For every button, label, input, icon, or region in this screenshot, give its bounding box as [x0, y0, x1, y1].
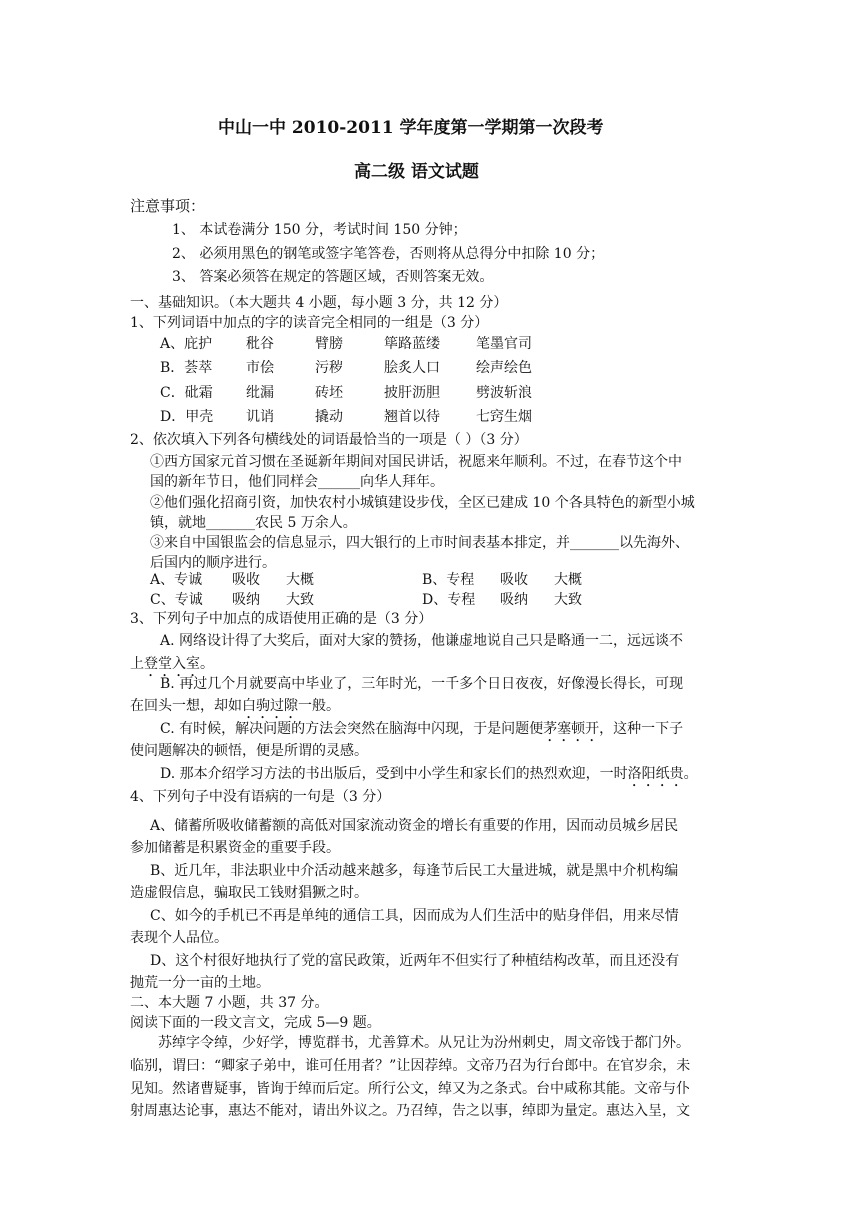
option-word: 大致 [554, 592, 582, 608]
q2-sentence: ①西方国家元首习惯在圣诞新年期间对国民讲话，祝愿来年顺利。不过，在春节这个中 [150, 454, 682, 470]
text-fragment: D. 那本介绍学习方法的书出版后，受到中小学生和家长们的热烈欢迎，一时 [160, 766, 628, 782]
q4-option-a: A、储蓄所吸收储蓄额的高低对国家流动资金的增长有重要的作用，因而动员城乡居民 [150, 818, 679, 834]
passage-line: 见知。然诸曹疑事，皆询于绰而后定。所行公文，绰又为之条式。台中咸称其能。文帝与仆 [130, 1081, 690, 1097]
q3-option-a: A. 网络设计得了大奖后，面对大家的赞扬，他谦虚地说自己只是略通一二，远远谈不 [160, 633, 684, 649]
option-word: D、专程 [422, 592, 476, 608]
option-word: 纰漏 [246, 385, 274, 401]
option-word: 筚路蓝缕 [384, 336, 440, 352]
q4-option-b-cont: 造虚假信息，骗取民工钱财猖獗之时。 [130, 885, 368, 901]
notice-heading: 注意事项： [130, 197, 206, 215]
section-heading: 一、基础知识。（本大题共 4 小题，每小题 3 分，共 12 分） [130, 295, 508, 311]
option-word: C．砒霜 [160, 385, 213, 401]
option-word: 讥诮 [246, 409, 274, 425]
option-word: 翘首以待 [384, 409, 440, 425]
text-fragment: 上 [130, 656, 144, 672]
section-heading: 二、本大题 7 小题，共 37 分。 [130, 995, 329, 1011]
option-word: 吸纳 [500, 592, 528, 608]
option-word: 披肝沥胆 [384, 385, 440, 401]
option-word: 七窍生烟 [476, 409, 532, 425]
text-fragment: 在回头一想，却如 [130, 698, 242, 714]
text-fragment: 。 [200, 656, 214, 672]
option-word: 大概 [554, 572, 582, 588]
q4-option-b: B、近几年，非法职业中介活动越来越多，每逢节后民工大量进城，就是黑中介机构编 [150, 863, 679, 879]
q2-sentence: ③来自中国银监会的信息显示，四大银行的上市时间表基本排定，并_______以先海外、 [150, 535, 689, 551]
option-word: B、专程 [422, 572, 475, 588]
q2-sentence: 国的新年节日，他们同样会______向华人拜年。 [150, 474, 444, 490]
question-2-stem: 2、依次填入下列各句横线处的词语最恰当的一项是（ ）（3 分） [130, 432, 528, 448]
notice-item: 3、 答案必须答在规定的答题区域，否则答案无效。 [172, 269, 494, 285]
option-word: 砖坯 [315, 385, 343, 401]
q3-option-b: B. 再过几个月就要高中毕业了，三年时光，一千多个日日夜夜，好像漫长得长，可现 [160, 676, 684, 692]
option-word: 绘声绘色 [476, 360, 532, 376]
option-word: 劈波斩浪 [476, 385, 532, 401]
question-3-stem: 3、下列句子中加点的成语使用正确的是（3 分） [130, 611, 433, 627]
question-4-stem: 4、下列句子中没有语病的一句是（3 分） [130, 789, 391, 805]
q3-option-c-cont: 使问题解决的顿悟，便是所谓的灵感。 [130, 743, 368, 759]
option-word: 秕谷 [246, 336, 274, 352]
option-word: 污秽 [315, 360, 343, 376]
question-1-stem: 1、下列词语中加点的字的读音完全相同的一组是（3 分） [130, 315, 489, 331]
option-word: 臂膀 [315, 336, 343, 352]
option-word: D．甲壳 [160, 409, 214, 425]
option-word: 吸收 [500, 572, 528, 588]
text-fragment: 。 [683, 766, 698, 782]
passage-line: 射周惠达论事，惠达不能对，请出外议之。乃召绰，告之以事，绰即为量定。惠达入呈，文 [130, 1103, 690, 1119]
dotted-idiom: 登堂入室 [144, 656, 200, 672]
q2-sentence: 后国内的顺序进行。 [150, 555, 276, 571]
q4-option-d-cont: 抛荒一分一亩的土地。 [130, 975, 270, 991]
passage-line: 苏绰字令绰，少好学，博览群书，尤善算术。从兄让为汾州刺史，周文帝饯于都门外。 [158, 1035, 690, 1051]
q4-option-c-cont: 表现个人品位。 [130, 930, 228, 946]
option-word: B．荟萃 [160, 360, 213, 376]
text-fragment: C. 有时候，解决问题的方法会突然在脑海中闪现，于是问题便 [160, 721, 544, 737]
passage-line: 临别，谓曰：“卿家子弟中，谁可任用者？”让因荐绰。文帝乃召为行台郎中。在官岁余，未 [130, 1058, 691, 1074]
option-word: A、庇护 [160, 336, 213, 352]
dotted-idiom: 白驹过隙 [242, 698, 298, 714]
reading-intro: 阅读下面的一段文言文，完成 5—9 题。 [130, 1015, 381, 1031]
text-fragment: ，这种一下子 [599, 721, 684, 737]
dotted-idiom: 茅塞顿开 [543, 721, 600, 737]
exam-title: 中山一中 2010-2011 学年度第一学期第一次段考 [218, 118, 604, 138]
option-word: 脍炙人口 [384, 360, 440, 376]
option-word: 市侩 [246, 360, 274, 376]
option-word: 吸纳 [232, 592, 260, 608]
option-word: C、专诚 [150, 592, 203, 608]
q2-sentence: 镇，就地_______农民 5 万余人。 [150, 515, 357, 531]
q4-option-c: C、如今的手机已不再是单纯的通信工具，因而成为人们生活中的贴身伴侣，用来尽情 [150, 908, 679, 924]
q4-option-a-cont: 参加储蓄是积累资金的重要手段。 [130, 840, 340, 856]
notice-item: 2、 必须用黑色的钢笔或签字笔答卷，否则将从总得分中扣除 10 分； [172, 246, 605, 262]
option-word: A、专诚 [150, 572, 203, 588]
option-word: 撬动 [315, 409, 343, 425]
exam-subtitle: 高二级 语文试题 [354, 162, 479, 182]
notice-item: 1、 本试卷满分 150 分，考试时间 150 分钟； [172, 222, 467, 238]
option-word: 吸收 [232, 572, 260, 588]
q2-sentence: ②他们强化招商引资，加快农村小城镇建设步伐，全区已建成 10 个各具特色的新型小城 [150, 495, 695, 511]
text-fragment: 一般。 [298, 698, 340, 714]
q4-option-d: D、这个村很好地执行了党的富民政策，近两年不但实行了种植结构改革，而且还没有 [150, 953, 680, 969]
option-word: 大致 [286, 592, 314, 608]
dotted-idiom: 洛阳纸贵 [627, 766, 684, 782]
option-word: 大概 [286, 572, 314, 588]
option-word: 笔墨官司 [476, 336, 532, 352]
